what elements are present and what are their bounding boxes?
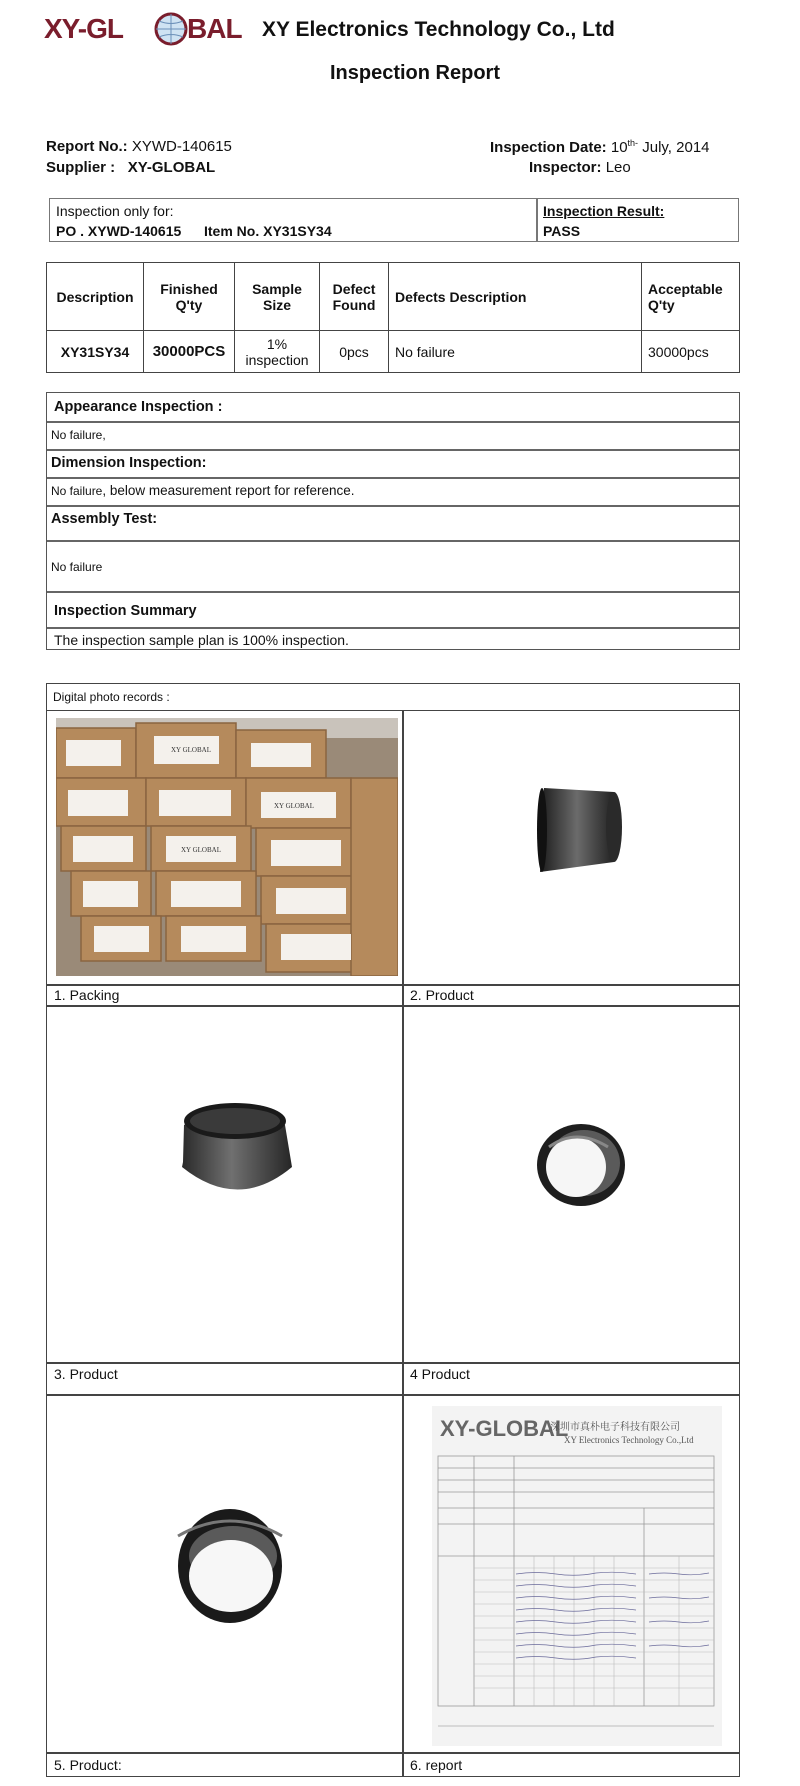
caption-packing: 1. Packing [54,987,120,1003]
caption-product-2: 2. Product [410,987,474,1003]
assembly-title: Assembly Test: [51,511,158,527]
header-defects-description: Defects Description [389,263,642,331]
grid-row-divider [46,1362,740,1364]
inspection-info-box [49,198,739,242]
cell-sample-size: 1% inspection [235,331,320,373]
item-number: Item No. XY31SY34 [204,223,332,239]
product-photo-5 [48,1396,400,1751]
report-scan-company-en: XY Electronics Technology Co.,Ltd [564,1435,694,1445]
inspector: Inspector: Leo [529,159,631,176]
table-row [47,331,740,373]
divider [536,199,538,241]
report-scan [404,1396,740,1751]
photo-records-label: Digital photo records : [53,690,170,704]
summary-title: Inspection Summary [54,603,197,619]
row-divider [47,540,739,542]
header-defect-found: Defect Found [320,263,389,331]
product-photo-4 [404,1007,740,1361]
company-name: XY Electronics Technology Co., Ltd [262,18,615,41]
report-scan-company-cn: 深圳市真朴电子科技有限公司 [550,1422,680,1433]
row-divider [47,627,739,629]
box-label: XY GLOBAL [181,846,221,854]
product-photo-2 [404,712,740,984]
header-finished-qty: Finished Q'ty [144,263,235,331]
box-label: XY GLOBAL [274,802,314,810]
row-divider [47,449,739,451]
photo-records-header [46,683,740,711]
row-divider [47,591,739,593]
dimension-text: No failure, below measurement report for reference. [51,483,355,498]
header-description: Description [47,263,144,331]
row-divider [47,421,739,423]
summary-text: The inspection sample plan is 100% inspection. [54,632,349,648]
supplier: Supplier : XY-GLOBAL [46,159,216,176]
assembly-text: No failure [51,560,103,574]
result-label: Inspection Result: [543,203,665,219]
po-number: PO . XYWD-140615 [56,223,182,239]
header-sample-size: Sample Size [235,263,320,331]
appearance-title: Appearance Inspection : [54,399,223,415]
appearance-text: No failure, [51,428,106,442]
row-divider [47,477,739,479]
packing-photo [56,718,398,976]
cell-defect-found: 0pcs [320,331,389,373]
inspection-sections [46,392,740,650]
row-divider [47,505,739,507]
cell-acceptable-qty: 30000pcs [642,331,740,373]
inspection-for-label: Inspection only for: [56,203,174,219]
page-title: Inspection Report [329,62,500,84]
inspection-date: Inspection Date: $10^{th-}$ July, 2014 [490,138,710,156]
grid-row-divider [46,1752,740,1754]
caption-report: 6. report [410,1757,463,1773]
result-value: PASS [543,223,581,239]
report-no: Report No.: XYWD-140615 [46,138,232,155]
header-acceptable-qty: Acceptable Q'ty [642,263,740,331]
table-header-row [47,263,740,331]
caption-product-4: 4 Product [410,1366,470,1382]
inspection-table [46,262,740,373]
svg-text:XY-GL: XY-GL [44,13,124,44]
cell-finished-qty: 30000PCS [144,331,235,373]
report-scan-logo: XY-GLOBAL [440,1416,569,1441]
caption-product-3: 3. Product [54,1366,118,1382]
xy-global-logo [44,8,254,48]
caption-product-5: 5. Product: [54,1757,122,1773]
grid-row-divider [46,984,740,986]
product-photo-3 [48,1007,400,1361]
dimension-title: Dimension Inspection: [51,455,207,471]
box-label: XY GLOBAL [171,746,211,754]
svg-text:BAL: BAL [187,13,242,44]
cell-description: XY31SY34 [47,331,144,373]
cell-defects-description: No failure [389,331,642,373]
